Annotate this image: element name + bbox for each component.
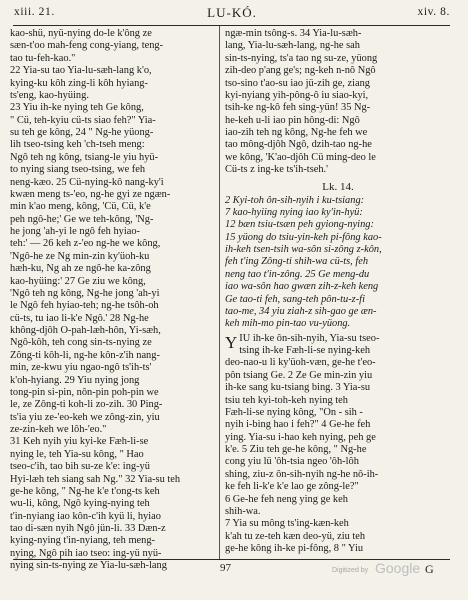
text-line: kao-shü, nyü-nying do-le k'ông ze xyxy=(10,28,152,39)
left-column xyxy=(10,28,216,573)
text-line: su teh ge kông, 24 " Ng-he yüong- xyxy=(10,127,154,138)
chapter-heading: Lk. 14. xyxy=(322,180,354,193)
page-number: 97 xyxy=(220,562,231,574)
text-line: deo-nao-u li ky'üoh-væn, ge-he t'eo- xyxy=(225,357,376,369)
text-line: tao di-sæn nyih Ngô jün-li. 33 Dæn-z xyxy=(10,523,166,534)
text-line: k'ah tu ze-teh kæn deo-yü, ziu teh xyxy=(225,530,366,542)
text-line: tsing ih-ke Fæh-li-se nying-keh xyxy=(239,345,371,356)
text-line: Hyi-læh teh siang sah Ng." 32 Yia-su teh xyxy=(10,473,181,485)
text-line: pôn tsiang Ge. 2 Ze Ge min-zin yiu xyxy=(225,369,373,381)
header-left-ref: xiii. 21. xyxy=(14,6,55,18)
text-line: ts'ia yiu ze-'eo-keh we zông-zin, yiu xyxy=(10,411,160,423)
text-line: le, ze Zông-ti koh-li zo-zih. 30 Ping- xyxy=(10,399,163,411)
text-line: nyih i-bing hao i feh?" 4 Ge-he feh xyxy=(225,419,371,431)
text-line: ih-ke sang ku-tsiang bing. 3 Yia-su xyxy=(225,382,371,394)
text-line: sæn-t'oo mah-feng cong-yiang, teng- xyxy=(10,40,164,52)
text-line: cü-ts, tu iao li-k'e Ngô.' 28 Ng-he xyxy=(10,312,149,324)
text-line: shing, ziu-z ôn-sih-nyih ng-he nô-ih- xyxy=(225,468,379,480)
text-line: tong-pin si-pin, nôn-pin poh-pin we xyxy=(10,386,159,398)
text-line: to nying siang tseo-tsing, we feh xyxy=(10,164,146,176)
text-line: min k'ao meng, kông, 'Cü, Cü, k'e xyxy=(10,201,151,213)
google-watermark: Google xyxy=(375,560,421,576)
text-line: min, ze-kwu yiu ngao-ngô ts'ih-ts' xyxy=(10,362,152,374)
text-line: he-keh u-li iao pin hông-di: Ngô xyxy=(225,114,360,126)
text-line: le Ngô feh hyiao-teh; ng-he tsôh-oh xyxy=(10,300,159,312)
header-right-ref: xiv. 8. xyxy=(417,6,450,18)
text-line: tao-me, 34 yiu ziah-z sih-gao ge æn- xyxy=(225,305,377,317)
running-header xyxy=(14,6,450,22)
text-line: he jong 'ah-yi le ngô feh hyiao- xyxy=(10,226,140,237)
column-divider xyxy=(219,26,220,559)
text-line: k'oh-hyiang. 29 Yiu nying jong xyxy=(10,374,140,386)
text-line: lih tseo-tsing keh 'ch-tseh meng: xyxy=(10,139,145,151)
text-line: cong yiu lü 'ôh-tsia ngeo 'ôh-lôh xyxy=(225,456,359,468)
signature-mark: G xyxy=(425,562,434,576)
text-line: iao wa-sôn hao gwæn zih-z-keh keng xyxy=(225,281,379,293)
text-line: 23 Yiu ih-ke nying teh Ge kông, xyxy=(10,102,144,114)
text-line: kyi-nyiang yih-pông-ô iu siao-kyi, xyxy=(225,89,369,101)
text-line: 7 Yia su mông ts'ing-kæn-keh xyxy=(225,518,349,530)
text-line: không-djôh O-pah-læh-hôn, Yi-sæh, xyxy=(10,325,161,336)
text-line: ih-keh tsen-tsih wa-sôn si-zông z-kôn, xyxy=(225,244,382,255)
text-line: lang, Yia-lu-sæh-lang, ng-he sah xyxy=(225,40,360,52)
text-line: kying-nying t'in-nyiang, teh meng- xyxy=(10,535,156,547)
text-line: k'e. 5 Ziu teh ge-he kông, " Ng-he xyxy=(225,444,367,455)
text-line: neng tao t'in-zông. 25 Ge meng-du xyxy=(225,268,370,280)
text-line: nying le, teh Yia-su kông, " Hao xyxy=(10,448,144,460)
text-line: nying, Ngô pih iao tseo: ing-yü nyü- xyxy=(10,547,162,559)
text-line: zih-deo p'ang ge's; ng-keh n-nô Ngô xyxy=(225,65,376,77)
text-line: 7 kao-hyiing nying iao ky'in-hyü: xyxy=(225,206,363,218)
text-line: we kông, 'K'ao-djôh Cü ming-deo le xyxy=(225,151,376,163)
text-line: teh:' — 26 keh z-'eo ng-he we kông, xyxy=(10,238,161,250)
text-line: shih-wa. xyxy=(225,505,261,517)
text-line: IU ih-ke ôn-sih-nyih, Yia-su tseo- xyxy=(239,332,380,344)
text-line: t'in-nyiang iao kôn-c'ih kyü li, hyiao xyxy=(10,510,161,522)
text-line: Ngô-kôh, teh cong sin-ts-nying ze xyxy=(10,337,152,349)
text-line: 12 bæn tsiu-tsæn peh gyiong-nying: xyxy=(225,219,374,231)
text-line: 'Ngô teh ng kông, Ng-he jong 'ah-yi xyxy=(10,287,160,299)
text-line: tao mông-djôh Ngô, dzih-tao ng-he xyxy=(225,139,372,151)
right-column-text xyxy=(225,28,451,177)
text-line: hæh-ku, Ng ah ze ngô-he ka-zông xyxy=(10,263,151,275)
text-line: Fæh-li-se nying kông, "Ôn - sih - xyxy=(225,406,363,418)
text-line: tsih-ke ng-kô feh sing-yün! 35 Ng- xyxy=(225,102,371,114)
text-line: Ge tao-ti feh, sang-teh pôn-tu-z-fi xyxy=(225,293,365,305)
text-line: ge-he kông, " Ng-he k'e t'ong-ts keh xyxy=(10,485,160,497)
text-line: 22 Yia-su tao Yia-lu-sæh-lang k'o, xyxy=(10,65,152,77)
text-line: kwæn meng ts-'eo, ng-he gyi ze ngæn- xyxy=(10,188,171,200)
text-line: tso-sino t'ao-su iao jü-zih ge, ziang xyxy=(225,77,370,89)
text-line: " Cü, teh-kyiu cü-ts siao feh?" Yia- xyxy=(10,114,156,126)
chapter-summary xyxy=(225,195,451,331)
text-line: ts'eng, kao-hyüing. xyxy=(10,89,89,101)
text-line: 'Ngô-he ze Ng min-zin ky'üoh-ku xyxy=(10,250,150,262)
text-line: Cü-ts z ing-ke ts'ih-tseh.' xyxy=(225,164,329,176)
text-line: ze-zin-keh we lôh-'eo." xyxy=(10,424,107,435)
chapter-body xyxy=(225,333,451,556)
text-line: neng-kæo. 25 Cü-nying-kô nang-ky'i xyxy=(10,176,164,188)
drop-cap: Y xyxy=(225,332,238,352)
text-line: Ngô teh ng kông, tsiang-le yiu hyü- xyxy=(10,151,159,163)
digitized-by-label: Digitized by xyxy=(332,567,369,574)
text-line: feh t'ing Zông-ti shih-wa cü-ts, feh xyxy=(225,256,369,268)
text-line: 15 yüong do tsiu-yin-keh pi-fông kao- xyxy=(225,231,382,243)
right-column xyxy=(225,28,451,555)
text-line: kao-hyüing:' 27 Ge ziu we kông, xyxy=(10,275,146,287)
text-line: nying sin-ts-nying ze Yia-lu-sæh-lang xyxy=(10,560,167,572)
text-line: Zông-ti kôh-li, ng-he kôn-z'ih nang- xyxy=(10,349,160,361)
header-book-title: LU-KÓ. xyxy=(207,5,257,20)
text-line: tseo-c'ih, tao bih su-ze k'e: ing-yü xyxy=(10,461,150,473)
text-line: ngæ-min tsông-s. 34 Yia-lu-sæh- xyxy=(225,28,362,39)
text-line: iao-zih teh ng kông, Ng-he feh we xyxy=(225,127,368,138)
text-line: 31 Keh nyih yiu kyi-ke Fæh-li-se xyxy=(10,436,149,448)
text-line: tsiu teh kyi-toh-keh nying teh xyxy=(225,394,348,406)
text-line: kying-ku kôh zing-li kôh hyiang- xyxy=(10,77,148,89)
text-line: 2 Kyi-toh ôn-sih-nyih i ku-tsiang: xyxy=(225,194,365,206)
header-rule xyxy=(13,25,450,26)
text-line: 6 Ge-he feh neng ying ge keh xyxy=(225,493,348,505)
text-line: ge-he kông ih-ke pi-fông, 8 " Yiu xyxy=(225,543,364,554)
text-line: wu-li, kông, Ngô kying-nying teh xyxy=(10,498,150,510)
text-line: tao tu-feh-kao." xyxy=(10,52,76,64)
text-line: ying. Yia-su i-hao keh nying, peh ge xyxy=(225,431,376,443)
text-line: peh ngô-he;' Ge we teh-kông, 'Ng- xyxy=(10,213,154,225)
text-line: ke feh li-k'e k'e lao ge zông-le?" xyxy=(225,481,359,493)
text-line: sin-ts-nying, ts'a tao ng su-ze, yüong xyxy=(225,52,378,64)
text-line: keh mih-mo pin-tao vu-yüong. xyxy=(225,318,351,330)
